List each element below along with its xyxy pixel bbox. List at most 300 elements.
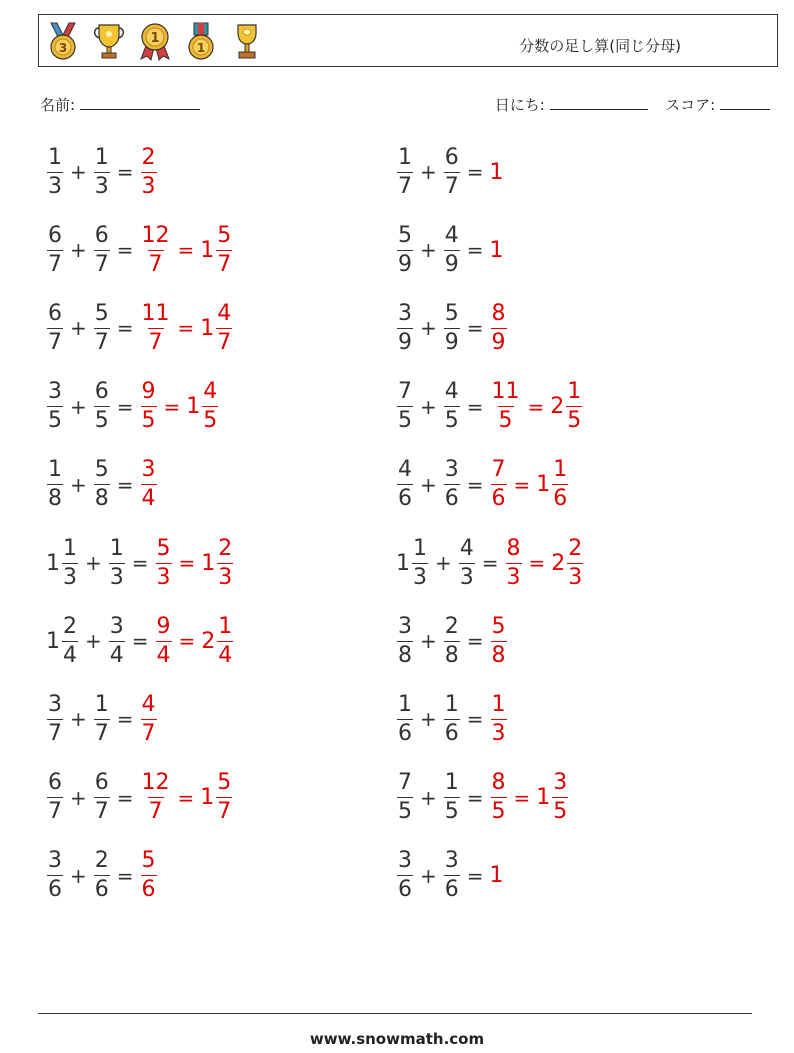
numerator: 3 [109,613,124,639]
answer [155,535,235,590]
addend-fraction [444,613,460,668]
equals-sign: = [178,629,196,654]
addend-fraction [47,691,63,746]
denominator: 7 [48,329,62,355]
equals-sign: = [116,238,134,263]
answer [490,863,505,888]
addend-fraction [444,381,460,432]
denominator: 3 [459,564,474,590]
whole-number: 1 [396,550,410,576]
numerator: 3 [444,848,459,874]
denominator: 4 [109,642,124,668]
addend-fraction [94,459,110,510]
svg-text:1: 1 [150,31,160,46]
equals-sign: = [466,785,484,810]
numerator: 5 [491,613,506,639]
addend-fraction [94,300,110,355]
svg-text:1: 1 [196,41,206,55]
problem-item [396,220,505,280]
equals-sign: = [177,785,195,810]
equals-sign: = [116,160,134,184]
addend-fraction [62,535,78,590]
denominator: 5 [491,799,506,825]
equals-sign: = [116,394,134,419]
numerator: 4 [444,222,459,248]
numerator: 7 [398,379,412,405]
answer-fraction [506,535,522,590]
date-score-fields [495,94,770,115]
denominator: 3 [491,720,506,746]
problem-item [46,220,233,280]
mixed-fraction [552,772,568,823]
plus-sign: + [420,785,437,810]
answer [490,300,508,355]
numerator: 5 [94,300,109,326]
name-line[interactable] [80,95,200,110]
addend-fraction [47,772,63,823]
footer-url: www.snowmath.com [309,1030,485,1048]
answer [140,144,158,199]
numerator: 2 [63,613,77,639]
problem-item [46,768,233,828]
mixed-fraction [552,459,568,510]
equals-sign: = [466,863,484,888]
addend-fraction [397,459,413,510]
plus-sign: + [420,316,437,341]
addend-fraction [47,144,63,199]
answer-fraction [141,691,157,746]
equals-sign: = [178,551,196,575]
answer [140,381,220,432]
date-label: 日にち: [494,96,545,114]
numerator: 4 [141,691,156,717]
denominator: 6 [398,877,412,903]
problem-item [396,377,583,437]
addend-fraction [47,300,63,355]
addend-fraction [109,535,125,590]
addend-fraction [109,613,125,668]
answer [490,381,584,432]
mixed-whole: 2 [551,550,566,576]
denominator: 5 [94,408,109,434]
problem-item [396,533,584,593]
answer-whole: 1 [489,863,504,889]
numerator: 6 [94,770,109,796]
numerator: 4 [444,379,459,405]
equals-sign: = [131,551,149,575]
mixed-whole: 2 [550,394,565,420]
mixed-whole: 1 [201,550,216,576]
denominator: 7 [94,329,109,355]
equals-sign: = [481,551,499,575]
numerator: 5 [141,848,156,874]
numerator: 6 [444,144,459,170]
denominator: 8 [444,642,459,668]
denominator: 3 [109,564,124,590]
denominator: 7 [148,251,163,277]
answer [490,160,505,185]
denominator: 3 [141,173,156,199]
answer-fraction [491,772,507,823]
header-box [38,14,778,67]
plus-sign: + [420,160,437,184]
numerator: 5 [444,300,459,326]
numerator: 6 [48,300,62,326]
problem-item [396,768,569,828]
plus-sign: + [420,394,437,419]
numerator: 1 [94,144,109,170]
addend-fraction [62,613,78,668]
denominator: 7 [48,720,62,746]
numerator: 9 [156,613,171,639]
denominator: 6 [398,720,412,746]
addend-fraction [397,850,413,901]
denominator: 7 [94,251,109,277]
addend-fraction [94,772,110,823]
name-field[interactable] [40,94,200,115]
mixed-whole: 1 [536,472,551,498]
numerator: 4 [459,535,474,561]
numerator: 5 [217,222,232,248]
mixed-whole: 1 [536,785,551,811]
plus-sign: + [70,863,87,888]
numerator: 5 [156,535,171,561]
denominator: 9 [444,329,459,355]
name-label: 名前: [40,96,76,114]
equals-sign: = [116,472,134,497]
numerator: 2 [94,848,109,874]
mixed-whole: 1 [200,315,215,341]
numerator: 5 [398,222,412,248]
answer-fraction [156,613,172,668]
answer [155,613,235,668]
numerator: 12 [141,770,170,796]
addend-fraction [412,535,428,590]
addend-fraction [397,691,413,746]
answer-fraction [141,772,171,823]
denominator: 7 [48,799,62,825]
denominator: 7 [94,720,109,746]
problem-item [46,142,158,202]
answer [490,238,505,263]
date-line[interactable] [550,95,648,110]
denominator: 7 [148,799,163,825]
mixed-fraction [216,222,232,277]
addend-fraction [94,381,110,432]
mixed-fraction [216,772,232,823]
numerator: 3 [553,770,568,796]
denominator: 7 [217,251,232,277]
answer-fraction [491,613,507,668]
answer [140,772,234,823]
plus-sign: + [70,238,87,263]
problem-item [46,533,234,593]
denominator: 5 [498,408,513,434]
whole-number: 1 [46,628,60,654]
plus-sign: + [85,551,102,575]
numerator: 6 [48,222,62,248]
addend-fraction [47,381,63,432]
answer-fraction [491,381,521,432]
denominator: 9 [398,251,412,277]
numerator: 3 [398,848,412,874]
denominator: 7 [48,251,62,277]
answer [140,222,234,277]
problem-item [396,455,569,515]
plus-sign: + [420,629,437,654]
answer-fraction [156,535,172,590]
equals-sign: = [466,160,484,184]
denominator: 4 [141,486,156,512]
plus-sign: + [420,238,437,263]
addend-fraction [444,459,460,510]
answer [140,459,158,510]
answer-whole: 1 [489,237,504,263]
denominator: 6 [141,877,156,903]
mixed-fraction [216,300,232,355]
denominator: 5 [444,799,459,825]
numerator: 1 [491,691,506,717]
denominator: 7 [141,720,156,746]
equals-sign: = [528,551,546,575]
numerator: 6 [94,222,109,248]
answer-fraction [141,144,157,199]
denominator: 3 [413,564,427,590]
plus-sign: + [70,707,87,732]
numerator: 3 [141,457,156,483]
addend-fraction [94,144,110,199]
equals-sign: = [466,238,484,263]
numerator: 1 [553,457,568,483]
numerator: 6 [48,770,62,796]
plus-sign: + [70,316,87,341]
denominator: 3 [63,564,77,590]
trophy-cup-icon [91,21,127,61]
denominator: 6 [444,486,459,512]
addend-fraction [94,691,110,746]
addend-fraction [94,850,110,901]
equals-sign: = [116,785,134,810]
answer-fraction [141,850,157,901]
answer [490,613,508,668]
numerator: 3 [48,379,62,405]
mixed-fraction [202,381,218,432]
equals-sign: = [177,238,195,263]
equals-sign: = [116,863,134,888]
answer [490,459,570,510]
problem-item [396,298,508,358]
numerator: 8 [491,770,506,796]
addend-fraction [47,459,63,510]
denominator: 3 [218,564,233,590]
rosette-1-icon [137,21,173,61]
addend-fraction [459,535,475,590]
numerator: 11 [491,379,520,405]
denominator: 6 [553,486,568,512]
problem-item [46,846,158,906]
addend-fraction [397,381,413,432]
problem-item [46,455,158,515]
denominator: 5 [567,408,582,434]
answer-fraction [141,300,171,355]
score-line[interactable] [720,95,770,110]
page-title: 分数の足し算(同じ分母) [519,37,681,55]
denominator: 3 [568,564,583,590]
problem-item [396,142,505,202]
numerator: 1 [48,144,62,170]
plus-sign: + [420,707,437,732]
award-icons [45,21,265,61]
numerator: 5 [217,770,232,796]
denominator: 8 [398,642,412,668]
equals-sign: = [466,394,484,419]
plus-sign: + [435,551,452,575]
denominator: 3 [506,564,521,590]
answer-fraction [141,459,157,510]
denominator: 8 [491,642,506,668]
answer-whole: 1 [489,159,504,185]
denominator: 3 [48,173,62,199]
addend-fraction [444,300,460,355]
equals-sign: = [466,472,484,497]
denominator: 5 [444,408,459,434]
denominator: 6 [444,720,459,746]
equals-sign: = [466,629,484,654]
addend-fraction [397,772,413,823]
problem-item [46,689,158,749]
addend-fraction [444,222,460,277]
denominator: 9 [444,251,459,277]
equals-sign: = [466,316,484,341]
equals-sign: = [466,707,484,732]
plus-sign: + [70,785,87,810]
equals-sign: = [527,394,545,419]
denominator: 7 [217,329,232,355]
numerator: 1 [444,691,459,717]
equals-sign: = [177,316,195,341]
mixed-whole: 2 [201,628,216,654]
denominator: 6 [94,877,109,903]
addend-fraction [444,691,460,746]
numerator: 1 [109,535,124,561]
numerator: 8 [491,300,506,326]
denominator: 8 [48,486,62,512]
addend-fraction [47,222,63,277]
answer [140,850,158,901]
problem-item [396,846,505,906]
denominator: 7 [217,799,232,825]
numerator: 6 [94,379,109,405]
addend-fraction [397,613,413,668]
numerator: 9 [141,379,156,405]
numerator: 1 [218,613,233,639]
denominator: 4 [156,642,171,668]
problem-item [46,611,234,671]
numerator: 1 [567,379,582,405]
medal-1-icon [183,21,219,61]
score-label: スコア: [665,96,716,114]
denominator: 8 [94,486,109,512]
numerator: 3 [444,457,459,483]
numerator: 7 [398,770,412,796]
plus-sign: + [70,472,87,497]
answer-fraction [491,691,507,746]
denominator: 7 [94,799,109,825]
answer [490,772,570,823]
denominator: 7 [148,329,163,355]
addend-fraction [47,850,63,901]
denominator: 4 [218,642,233,668]
mixed-whole: 1 [200,237,215,263]
problem-item [396,689,508,749]
problem-item [396,611,508,671]
denominator: 5 [203,408,218,434]
answer-fraction [491,459,507,510]
equals-sign: = [131,629,149,654]
addend-fraction [94,222,110,277]
addend-fraction [397,144,413,199]
medal-3-icon [45,21,81,61]
answer [505,535,585,590]
equals-sign: = [513,472,531,497]
numerator: 1 [413,535,427,561]
denominator: 6 [491,486,506,512]
denominator: 9 [398,329,412,355]
denominator: 6 [48,877,62,903]
answer-fraction [141,381,157,432]
equals-sign: = [513,785,531,810]
denominator: 7 [398,173,412,199]
denominator: 9 [491,329,506,355]
numerator: 3 [48,848,62,874]
numerator: 3 [398,613,412,639]
numerator: 2 [141,144,156,170]
footer-divider [38,1013,752,1014]
equals-sign: = [116,707,134,732]
mixed-fraction [566,381,582,432]
numerator: 12 [141,222,170,248]
plus-sign: + [70,394,87,419]
numerator: 4 [217,300,232,326]
addend-fraction [444,144,460,199]
answer [140,300,234,355]
plus-sign: + [420,472,437,497]
numerator: 1 [398,144,412,170]
numerator: 4 [398,457,412,483]
svg-text:3: 3 [58,41,68,55]
denominator: 3 [156,564,171,590]
denominator: 6 [444,877,459,903]
denominator: 6 [398,486,412,512]
denominator: 4 [63,642,77,668]
mixed-fraction [567,535,583,590]
addend-fraction [444,850,460,901]
numerator: 3 [398,300,412,326]
addend-fraction [444,772,460,823]
plus-sign: + [70,160,87,184]
mixed-fraction [217,535,233,590]
equals-sign: = [163,394,181,419]
addend-fraction [397,300,413,355]
numerator: 5 [94,457,109,483]
denominator: 5 [553,799,568,825]
answer-fraction [491,300,507,355]
numerator: 4 [203,379,218,405]
numerator: 11 [141,300,170,326]
numerator: 7 [491,457,506,483]
mixed-fraction [217,613,233,668]
equals-sign: = [116,316,134,341]
